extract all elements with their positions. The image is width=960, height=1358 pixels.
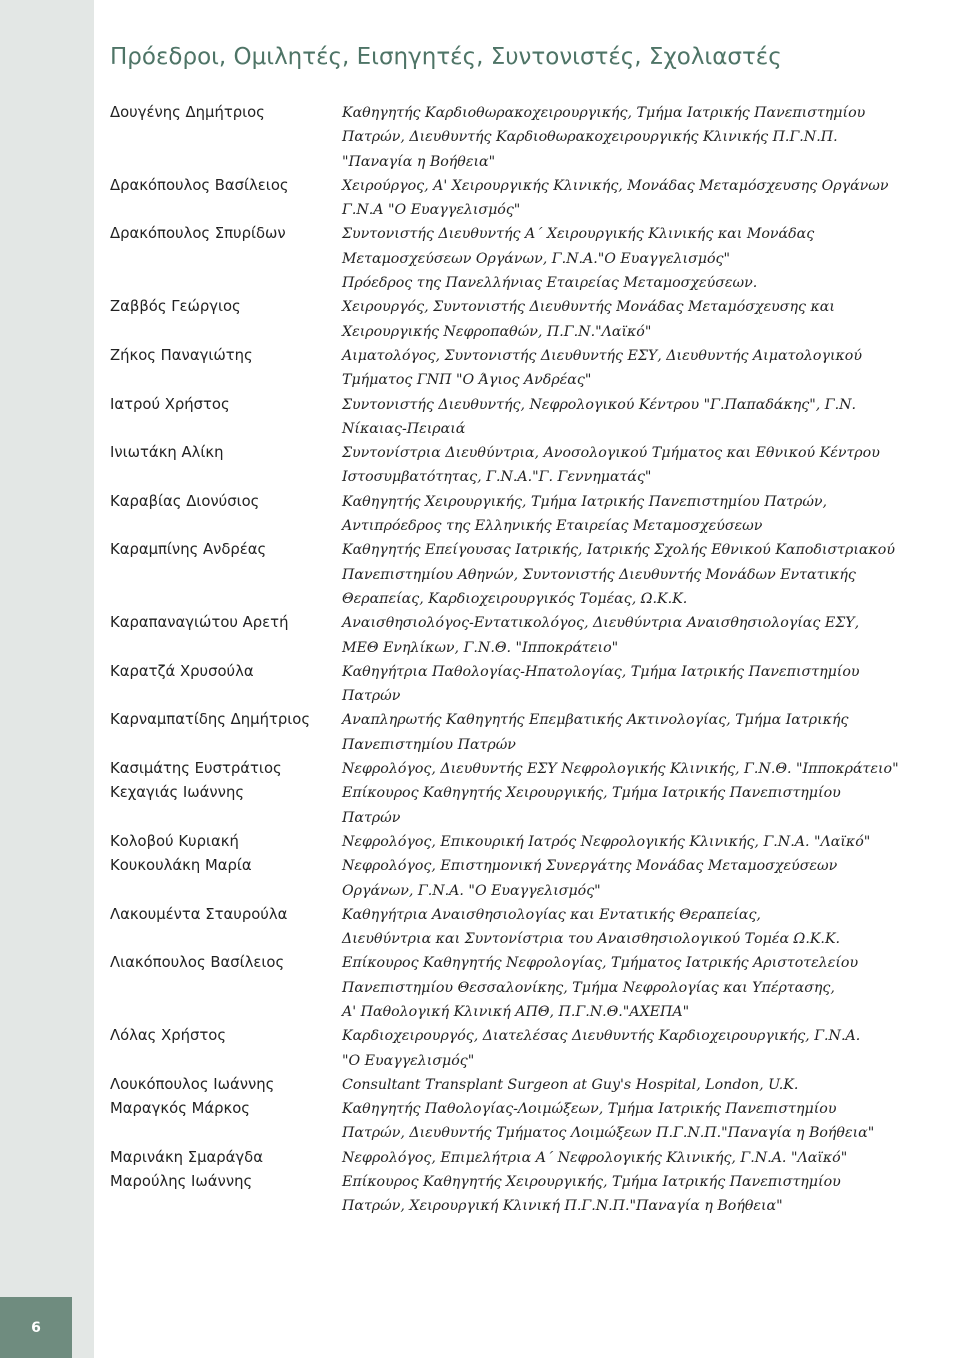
person-name: Μαραγκός Μάρκος	[110, 1100, 250, 1118]
entry-description	[342, 344, 954, 393]
description-line: Μεταμοσχεύσεων Οργάνων, Γ.Ν.Α."Ο Ευαγγελισμός"	[342, 250, 731, 267]
list-item	[110, 1024, 955, 1073]
description-line: Πανεπιστημίου Αθηνών, Συντονιστής Διευθυντής Μονάδων Εντατικής	[342, 566, 856, 583]
entry-description	[342, 757, 954, 830]
description-line: Καθηγητής Χειρουργικής, Τμήμα Ιατρικής Πανεπιστημίου Πατρών,	[342, 493, 828, 510]
entry-names	[110, 222, 332, 246]
description-line: Αναπληρωτής Καθηγητής Επεμβατικής Ακτινολογίας, Τμήμα Ιατρικής	[342, 712, 849, 729]
description-line: Πανεπιστημίου Θεσσαλονίκης, Τμήμα Νεφρολογίας και Υπέρτασης,	[342, 979, 835, 996]
list-item	[110, 295, 955, 344]
description-line: ΜΕΘ Ενηλίκων, Γ.Ν.Θ. "Ιπποκράτειο"	[342, 639, 619, 656]
description-line: Πανεπιστημίου Πατρών	[342, 736, 516, 753]
description-line: Νεφρολόγος, Επιμελήτρια Α΄ Νεφρολογικής Κλινικής, Γ.Ν.Α. "Λαϊκό"	[342, 1149, 848, 1166]
person-name: Καραμπίνης Ανδρέας	[110, 541, 267, 559]
entry-description	[342, 538, 954, 611]
entry-description	[342, 295, 954, 344]
entry-description	[342, 101, 954, 174]
description-line: Επίκουρος Καθηγητής Χειρουργικής, Τμήμα Ιατρικής Πανεπιστημίου	[342, 785, 841, 802]
person-name: Λουκόπουλος Ιωάννης	[110, 1075, 275, 1093]
entry-description	[342, 660, 954, 709]
list-item	[110, 174, 955, 223]
description-line: Συντονιστής Διευθυντής, Νεφρολογικού Κέντρου "Γ.Παπαδάκης", Γ.Ν.	[342, 396, 857, 413]
person-name: Καραπαναγιώτου Αρετή	[110, 614, 289, 632]
entry-names	[110, 903, 332, 927]
description-line: Καθηγήτρια Παθολογίας-Ηπατολογίας, Τμήμα Ιατρικής Πανεπιστημίου	[342, 663, 860, 680]
description-line: Τμήματος ΓΝΠ "Ο Άγιος Ανδρέας"	[342, 372, 592, 389]
description-line: Πατρών	[342, 688, 401, 705]
entry-description	[342, 1146, 954, 1219]
entry-names	[110, 1073, 332, 1122]
entry-names	[110, 708, 332, 732]
person-name: Καρναμπατίδης Δημήτριος	[110, 711, 311, 729]
list-item	[110, 830, 955, 903]
description-line: Πρόεδρος της Πανελλήνιας Εταιρείας Μεταμοσχεύσεων.	[342, 275, 758, 292]
list-item	[110, 660, 955, 709]
list-item	[110, 1146, 955, 1219]
description-line: Συντονίστρια Διευθύντρια, Ανοσολογικού Τμήματος και Εθνικού Κέντρου	[342, 445, 880, 462]
list-item	[110, 222, 955, 295]
person-name: Κεχαγιάς Ιωάννης	[110, 784, 245, 802]
entry-names	[110, 757, 332, 806]
entry-names	[110, 611, 332, 635]
list-item	[110, 951, 955, 1024]
entry-names	[110, 295, 332, 319]
list-item	[110, 611, 955, 660]
description-line: Α' Παθολογική Κλινική ΑΠΘ, Π.Γ.Ν.Θ."ΑΧΕΠΑ"	[342, 1003, 690, 1020]
description-line: Χειρουργικής Νεφροπαθών, Π.Γ.Ν."Λαϊκό"	[342, 323, 652, 340]
description-line: Ιστοσυμβατότητας, Γ.Ν.Α."Γ. Γεννηματάς"	[342, 469, 652, 486]
person-name: Καρατζά Χρυσούλα	[110, 662, 254, 680]
description-line: "Ο Ευαγγελισμός"	[342, 1052, 475, 1069]
entry-description	[342, 393, 954, 442]
description-line: Πατρών	[342, 809, 401, 826]
entry-description	[342, 611, 954, 660]
description-line: Αναισθησιολόγος-Εντατικολόγος, Διευθύντρια Αναισθησιολογίας ΕΣΥ,	[342, 615, 860, 632]
entry-names	[110, 490, 332, 514]
description-line: Χειρουργός, Συντονιστής Διευθυντής Μονάδας Μεταμόσχευσης και	[342, 299, 835, 316]
description-line: Επίκουρος Καθηγητής Νεφρολογίας, Τμήματος Ιατρικής Αριστοτελείου	[342, 955, 859, 972]
entry-description	[342, 441, 954, 490]
entry-description	[342, 222, 954, 295]
entry-names	[110, 1024, 332, 1048]
person-name: Ιατρού Χρήστος	[110, 395, 230, 413]
description-line: Καρδιοχειρουργός, Διατελέσας Διευθυντής Καρδιοχειρουργικής, Γ.Ν.Α.	[342, 1028, 861, 1045]
person-name: Δουγένης Δημήτριος	[110, 104, 265, 121]
entry-names	[110, 393, 332, 417]
description-line: Καθηγήτρια Αναισθησιολογίας και Εντατικής Θεραπείας,	[342, 906, 761, 923]
entry-names	[110, 951, 332, 975]
list-item	[110, 344, 955, 393]
description-line: Οργάνων, Γ.Ν.Α. "Ο Ευαγγελισμός"	[342, 882, 601, 899]
description-line: Καθηγητής Καρδιοθωρακοχειρουργικής, Τμήμα Ιατρικής Πανεπιστημίου	[342, 105, 866, 121]
page-title: Πρόεδροι, Ομιλητές, Εισηγητές, Συντονιστές, Σχολιαστές	[110, 44, 782, 70]
entry-names	[110, 660, 332, 684]
page-number: 6	[0, 1297, 72, 1358]
description-line: Πατρών, Διευθυντής Τμήματος Λοιμώξεων Π.Γ.Ν.Π."Παναγία η Βοήθεια"	[342, 1125, 875, 1142]
entry-names	[110, 538, 332, 562]
entry-names	[110, 174, 332, 198]
entry-names	[110, 830, 332, 879]
description-line: Συντονιστής Διευθυντής Α΄ Χειρουργικής Κλινικής και Μονάδας	[342, 226, 815, 243]
person-name: Κουκουλάκη Μαρία	[110, 857, 252, 875]
description-line: Καθηγητής Παθολογίας-Λοιμώξεων, Τμήμα Ιατρικής Πανεπιστημίου	[342, 1101, 837, 1118]
list-item	[110, 757, 955, 830]
entry-list	[110, 101, 955, 1219]
description-line: Διευθύντρια και Συντονίστρια του Αναισθησιολογικού Τομέα Ω.Κ.Κ.	[342, 931, 841, 948]
list-item	[110, 708, 955, 757]
entry-names	[110, 1146, 332, 1195]
description-line: Νεφρολόγος, Επιστημονική Συνεργάτης Μονάδας Μεταμοσχεύσεων	[342, 858, 838, 875]
person-name: Ζήκος Παναγιώτης	[110, 346, 253, 364]
person-name: Λιακόπουλος Βασίλειος	[110, 954, 285, 972]
person-name: Μαρούλης Ιωάννης	[110, 1173, 253, 1191]
person-name: Ινιωτάκη Αλίκη	[110, 444, 224, 462]
description-line: Αντιπρόεδρος της Ελληνικής Εταιρείας Μεταμοσχεύσεων	[342, 518, 763, 535]
entry-names	[110, 101, 332, 125]
entry-description	[342, 903, 954, 952]
description-line: Νίκαιας-Πειραιά	[342, 420, 466, 437]
person-name: Κασιμάτης Ευστράτιος	[110, 760, 282, 778]
description-line: Καθηγητής Επείγουσας Ιατρικής, Ιατρικής Σχολής Εθνικού Καποδιστριακού	[342, 542, 895, 559]
entry-description	[342, 174, 954, 223]
description-line: Νεφρολόγος, Επικουρική Ιατρός Νεφρολογικής Κλινικής, Γ.Ν.Α. "Λαϊκό"	[342, 833, 871, 850]
entry-names	[110, 344, 332, 368]
entry-description	[342, 708, 954, 757]
person-name: Δρακόπουλος Βασίλειος	[110, 176, 289, 194]
description-line: Θεραπείας, Καρδιοχειρουργικός Τομέας, Ω.Κ.Κ.	[342, 590, 688, 607]
person-name: Μαρινάκη Σμαράγδα	[110, 1148, 263, 1166]
entry-description	[342, 830, 954, 903]
description-line: "Παναγία η Βοήθεια"	[342, 153, 496, 170]
description-line: Χειρούργος, Α' Χειρουργικής Κλινικής, Μονάδας Μεταμόσχευσης Οργάνων	[342, 177, 889, 194]
list-item	[110, 101, 955, 174]
description-line: Επίκουρος Καθηγητής Χειρουργικής, Τμήμα Ιατρικής Πανεπιστημίου	[342, 1174, 841, 1191]
description-line: Πατρών, Χειρουργική Κλινική Π.Γ.Ν.Π."Παναγία η Βοήθεια"	[342, 1198, 783, 1215]
list-item	[110, 538, 955, 611]
list-item	[110, 1073, 955, 1146]
list-item	[110, 903, 955, 952]
description-line: Consultant Transplant Surgeon at Guy's Hospital, London, U.K.	[342, 1076, 799, 1093]
person-name: Κολοβού Κυριακή	[110, 832, 239, 850]
description-line: Νεφρολόγος, Διευθυντής ΕΣΥ Νεφρολογικής Κλινικής, Γ.Ν.Θ. "Ιπποκράτειο"	[342, 761, 899, 778]
person-name: Λόλας Χρήστος	[110, 1027, 227, 1045]
list-item	[110, 441, 955, 490]
list-item	[110, 490, 955, 539]
description-line: Αιματολόγος, Συντονιστής Διευθυντής ΕΣΥ, Διευθυντής Αιματολογικού	[342, 347, 862, 364]
entry-names	[110, 441, 332, 465]
person-name: Λακουμέντα Σταυρούλα	[110, 905, 288, 923]
entry-description	[342, 1073, 954, 1146]
description-line: Πατρών, Διευθυντής Καρδιοθωρακοχειρουργικής Κλινικής Π.Γ.Ν.Π.	[342, 129, 838, 146]
description-line: Γ.Ν.Α "Ο Ευαγγελισμός"	[342, 202, 521, 219]
entry-description	[342, 951, 954, 1024]
sidebar-strip	[0, 0, 94, 1358]
entry-description	[342, 490, 954, 539]
person-name: Ζαββός Γεώργιος	[110, 298, 241, 316]
entry-description	[342, 1024, 954, 1073]
person-name: Καραβίας Διονύσιος	[110, 492, 260, 510]
list-item	[110, 393, 955, 442]
person-name: Δρακόπουλος Σπυρίδων	[110, 225, 286, 243]
